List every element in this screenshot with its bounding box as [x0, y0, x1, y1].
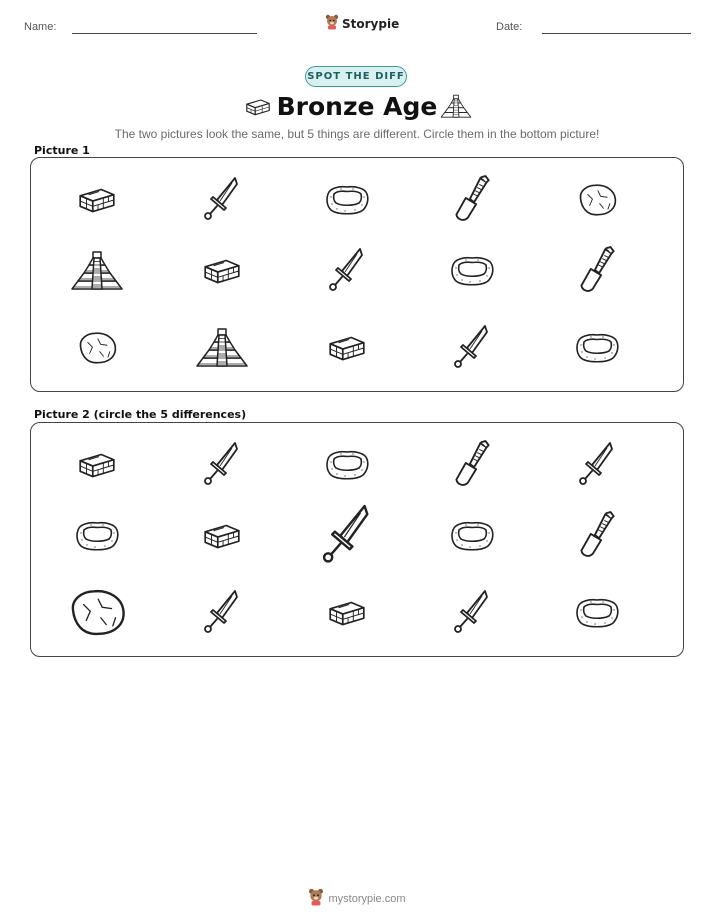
- stone-tray-icon[interactable]: [73, 518, 121, 554]
- sword-icon[interactable]: [449, 588, 495, 638]
- sword-icon[interactable]: [199, 440, 245, 490]
- brick-icon[interactable]: [201, 256, 243, 286]
- bear-mascot-icon: [325, 14, 339, 33]
- sword-icon[interactable]: [449, 323, 495, 373]
- rock-icon[interactable]: [575, 181, 619, 219]
- shovel-icon[interactable]: [449, 174, 495, 226]
- pyramid-icon[interactable]: [70, 249, 124, 293]
- rock-icon[interactable]: [65, 585, 129, 640]
- page-title: Bronze Age: [276, 92, 438, 121]
- pyramid-title-icon: [440, 93, 472, 125]
- sword-icon[interactable]: [574, 440, 620, 490]
- brick-icon[interactable]: [76, 450, 118, 480]
- stone-tray-icon[interactable]: [448, 253, 496, 289]
- rock-icon[interactable]: [75, 329, 119, 367]
- picture2-panel[interactable]: [30, 422, 684, 657]
- date-label: Date:: [496, 21, 523, 33]
- picture1-label: Picture 1: [34, 144, 90, 157]
- brick-icon[interactable]: [201, 521, 243, 551]
- brick-icon[interactable]: [326, 333, 368, 363]
- shovel-icon[interactable]: [574, 510, 620, 562]
- stone-tray-icon[interactable]: [323, 182, 371, 218]
- name-line[interactable]: [72, 33, 257, 34]
- bear-mascot-icon: [308, 888, 324, 909]
- instructions-text: The two pictures look the same, but 5 things are different. Circle them in the bottom picture!: [114, 127, 600, 141]
- name-label: Name:: [24, 21, 57, 33]
- brick-icon[interactable]: [76, 185, 118, 215]
- footer: [0, 888, 714, 909]
- stone-tray-icon[interactable]: [573, 330, 621, 366]
- shovel-icon[interactable]: [449, 439, 495, 491]
- shovel-icon[interactable]: [574, 245, 620, 297]
- sword-icon[interactable]: [199, 175, 245, 225]
- sword-icon[interactable]: [324, 246, 370, 296]
- picture2-label: Picture 2 (circle the 5 differences): [34, 408, 247, 421]
- brand-name: Storypie: [342, 16, 400, 31]
- stone-tray-icon[interactable]: [573, 595, 621, 631]
- sword-icon[interactable]: [199, 588, 245, 638]
- picture1-panel: [30, 157, 684, 392]
- stone-tray-icon[interactable]: [323, 447, 371, 483]
- date-line[interactable]: [542, 33, 691, 34]
- spot-the-diff-badge: SPOT THE DIFF: [305, 66, 407, 87]
- brick-icon[interactable]: [326, 598, 368, 628]
- footer-url[interactable]: mystorypie.com: [328, 892, 406, 905]
- sword-icon[interactable]: [316, 502, 378, 570]
- stone-tray-icon[interactable]: [448, 518, 496, 554]
- pyramid-icon[interactable]: [195, 326, 249, 370]
- brand-logo: [325, 14, 399, 33]
